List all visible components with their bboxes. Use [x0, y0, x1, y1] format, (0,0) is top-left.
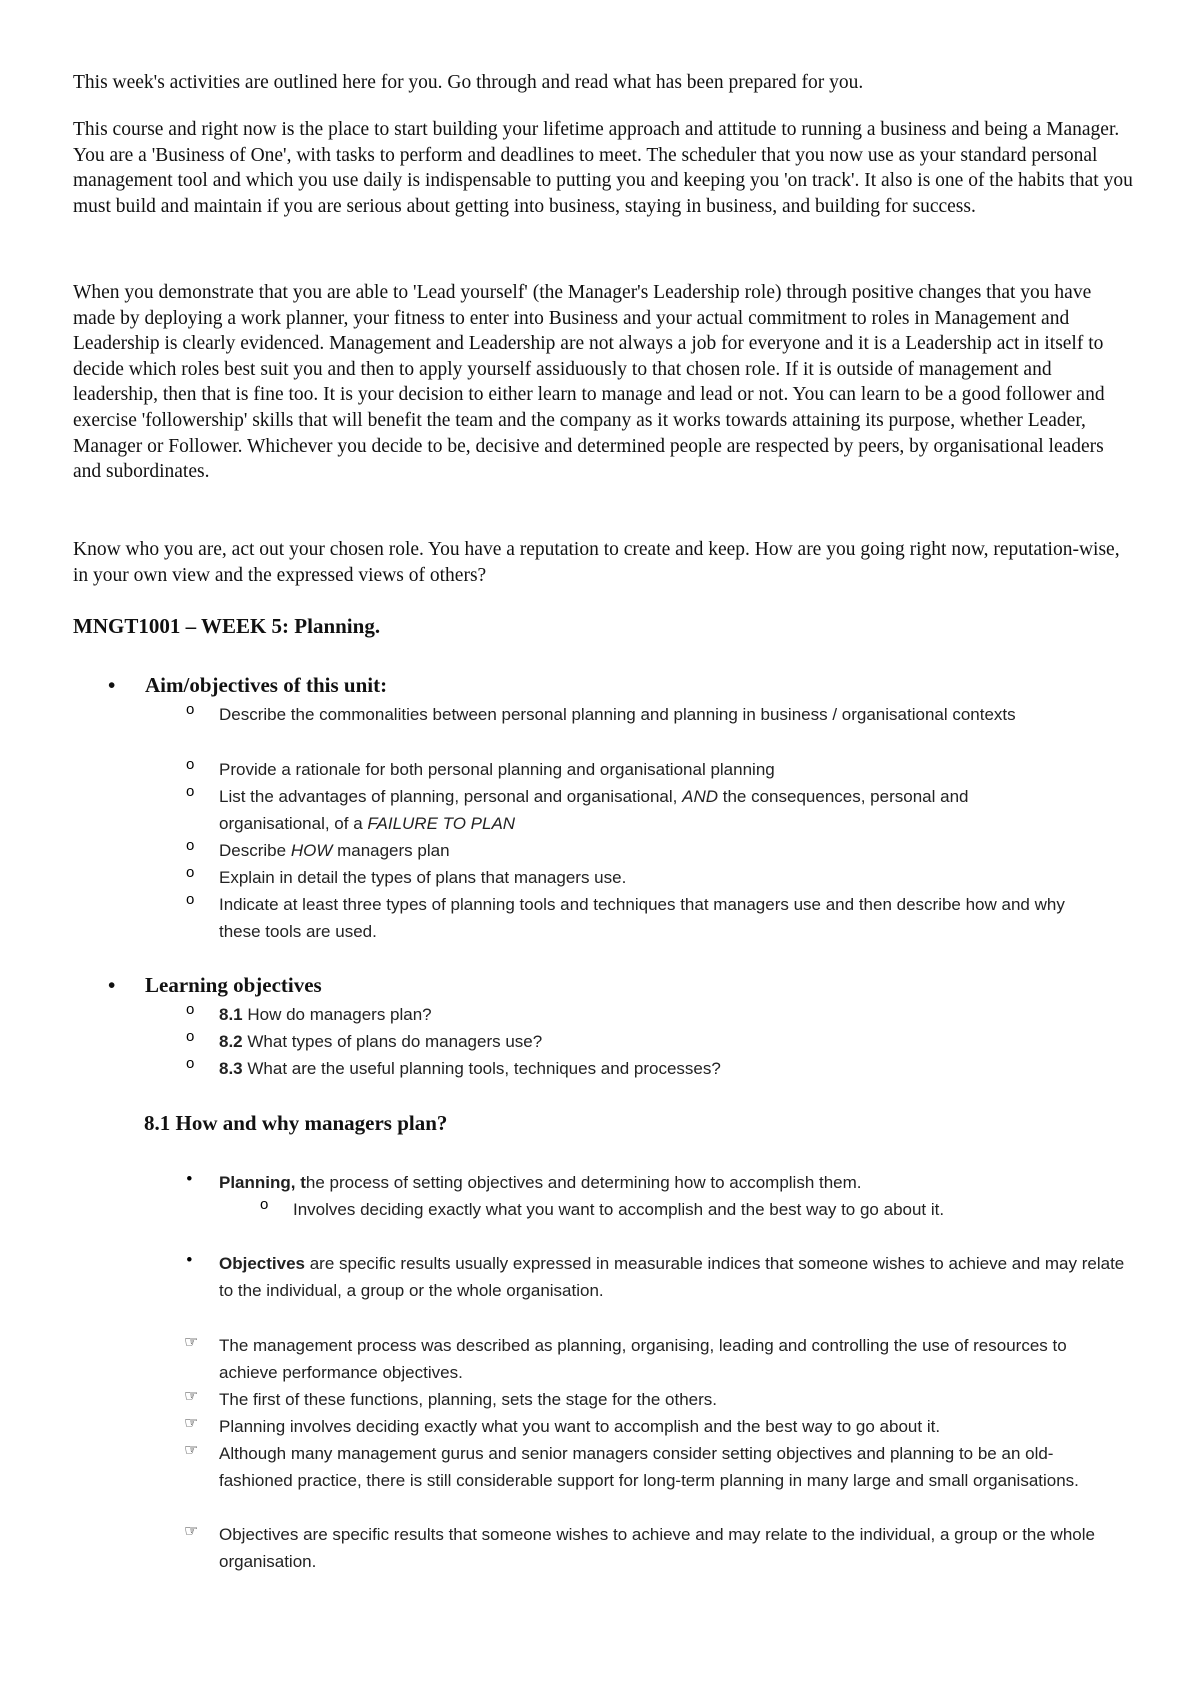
learning-item-text: 8.3 What are the useful planning tools, techniques and processes?	[219, 1059, 721, 1078]
aims-item-text: Describe HOW managers plan	[219, 841, 450, 860]
intro-paragraph-1: This week's activities are outlined here for you. Go through and read what has been prepared for you.	[73, 72, 864, 93]
aims-item-text: Describe the commonalities between personal planning and planning in business / organisational contexts	[219, 705, 1016, 724]
aims-heading: Aim/objectives of this unit:	[145, 673, 388, 697]
circle-bullet-icon: o	[186, 701, 195, 718]
bullet-icon: •	[108, 973, 116, 997]
aims-item-text: Indicate at least three types of planning tools and techniques that managers use and then describe how and why these tools are used.	[219, 895, 1065, 941]
pointing-hand-icon: ☞	[184, 1386, 199, 1405]
circle-bullet-icon: o	[186, 783, 195, 800]
bullet-icon: •	[186, 1250, 193, 1271]
circle-bullet-icon: o	[186, 864, 195, 881]
circle-bullet-icon: o	[260, 1196, 269, 1213]
intro-paragraph-2: This course and right now is the place to start building your lifetime approach and attitude to running a business and being a Manager. You are a 'Business of One', with tasks to perform and deadlines to meet. The scheduler that you now use as your standard personal management tool and which you use daily is indispensable to putting you and keeping you 'on track'. It also is one of the habits that you must build and maintain if you are serious about getting into business, staying in business, and building for success.	[73, 119, 1133, 217]
circle-bullet-icon: o	[186, 891, 195, 908]
pointing-hand-icon: ☞	[184, 1413, 199, 1432]
intro-paragraph-4: Know who you are, act out your chosen role. You have a reputation to create and keep. How are you going right now, reputation-wise, in your own view and the expressed views of others?	[73, 539, 1120, 586]
learning-heading: Learning objectives	[145, 973, 322, 997]
aims-item-text: List the advantages of planning, personal and organisational, AND the consequences, personal and organisational, of a FAILURE TO PLAN	[219, 787, 969, 833]
section-81-heading: 8.1 How and why managers plan?	[144, 1111, 448, 1135]
circle-bullet-icon: o	[186, 1055, 195, 1072]
circle-bullet-icon: o	[186, 837, 195, 854]
intro-paragraph-3: When you demonstrate that you are able to 'Lead yourself' (the Manager's Leadership role) through positive changes that you have made by deploying a work planner, your fitness to enter into Business and your actual commitment to roles in Management and Leadership is clearly evidenced. Management and Leadership are not always a job for everyone and it is a Leadership act in itself to decide which roles best suit you and then to apply yourself assiduously to that chosen role. If it is outside of management and leadership, then that is fine too. It is your decision to either learn to manage and lead or not. You can learn to be a good follower and exercise 'followership' skills that will benefit the team and the company as it works towards attaining its purpose, whether Leader, Manager or Follower. Whichever you decide to be, decisive and determined people are respected by peers, by organisational leaders and subordinates.	[73, 282, 1105, 483]
pointing-hand-icon: ☞	[184, 1332, 199, 1351]
circle-bullet-icon: o	[186, 1001, 195, 1018]
bullet-icon: •	[186, 1169, 193, 1190]
aims-item-text: Explain in detail the types of plans that managers use.	[219, 868, 627, 887]
learning-item-text: 8.2 What types of plans do managers use?	[219, 1032, 543, 1051]
circle-bullet-icon: o	[186, 756, 195, 773]
aims-item-text: Provide a rationale for both personal planning and organisational planning	[219, 760, 775, 779]
pointing-hand-icon: ☞	[184, 1440, 199, 1459]
pointing-hand-icon: ☞	[184, 1521, 199, 1540]
learning-item-text: 8.1 How do managers plan?	[219, 1005, 432, 1024]
circle-bullet-icon: o	[186, 1028, 195, 1045]
bullet-icon: •	[108, 673, 116, 697]
document-page: This week's activities are outlined here for you. Go through and read what has been prepared for you. This course and right now is the place to start building your lifetime approach and attitude to running a business and being a Manager. You are a 'Business of One', with tasks to perform and deadlines to meet. The scheduler that you now use as your standard personal management tool and which you use daily is indispensable to putting you and keeping you 'on track'. It also is one of the habits that you must build and maintain if you are serious about getting into business, staying in business, and building for success. When you demonstrate that you are able to 'Lead yourself' (the Manager's Leadership role) through positive changes that you have made by deploying a work planner, your fitness to enter into Business and your actual commitment to roles in Management and Leadership is clearly evidenced. Management and Leadership are not always a job for everyone and it is a Leadership act in itself to decide which roles best suit you and then to apply yourself assiduously to that chosen role. If it is outside of management and leadership, then that is fine too. It is your decision to either learn to manage and lead or not. You can learn to be a good follower and exercise 'followership' skills that will benefit the team and the company as it works towards attaining its purpose, whether Leader, Manager or Follower. Whichever you decide to be, decisive and determined people are respected by peers, by organisational leaders and subordinates. Know who you are, act out your chosen role. You have a reputation to create and keep. How are you going right now, reputation-wise, in your own view and the expressed views of others? MNGT1001 – WEEK 5: Planning. • Aim/objectives of this unit: o Describe the commonalities between personal planning and planning in business / organisational contexts o Provide a rationale for both personal planning and organisational planning o List the advantages of planning, personal and organisational, AND the consequences, personal and organisational, of a FAILURE TO PLAN o Describe HOW managers plan o Explain in detail the types of plans that managers use. o Indicate at least three types of planning tools and techniques that managers use and then describe how and why these tools are used. • Learning objectives o 8.1 How do managers plan? o 8.2 What types of plans do managers use? o 8.3 What are the useful planning tools, techniques and processes? 8.1 How and why managers plan? • Planning, the process of setting objectives and determining how to accomplish them. o Involves deciding exactly what you want to accomplish and the best way to go about it. • Objectives are specific results usually expressed in measurable indices that someone wishes to achieve and may relate to the individual, a group or the whole organisation. ☞ The management process was described as planning, organising, leading and controlling the use of resources to achieve performance objectives. ☞ The first of these functions, planning, sets the stage for the others. ☞ Planning involves deciding exactly what you want to accomplish and the best way to go about it. ☞ Although many management gurus and senior managers consider setting objectives and planning to be an old-fashioned practice, there is still considerable support for long-term planning in many large and small organisations. ☞ Objectives are specific results that someone wishes to achieve and may relate to the individual, a group or the whole organisation.	[0, 0, 1200, 1698]
page-title: MNGT1001 – WEEK 5: Planning.	[73, 614, 381, 638]
